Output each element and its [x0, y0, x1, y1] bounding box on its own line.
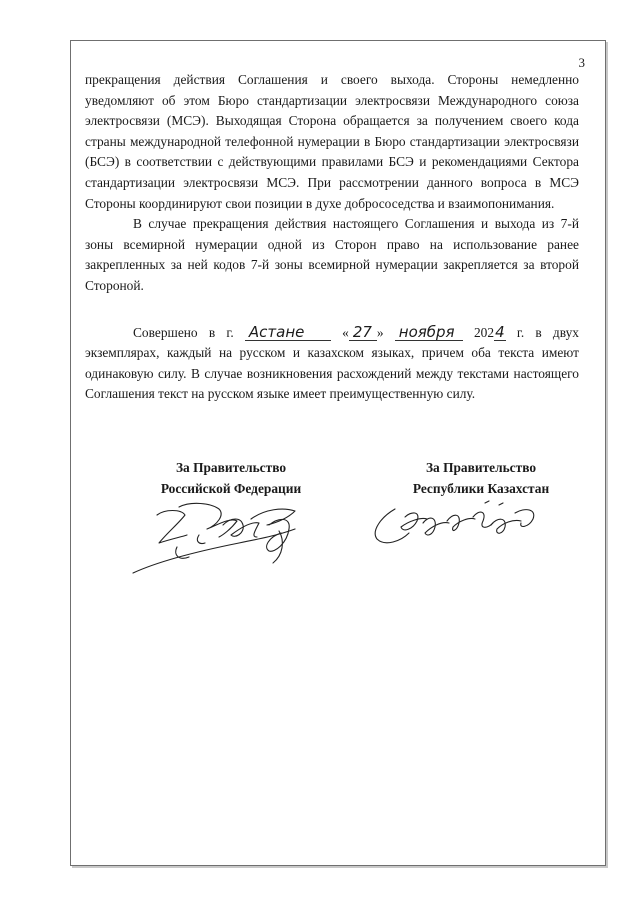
quote-close: » [376, 324, 384, 340]
paragraph-withdrawal-notice: прекращения действия Соглашения и своего выхода. Стороны немедленно уведомляют об этом Бюро стандартизации электросвязи Международного союза электросвязи (МСЭ). Выходящая Сторона обращается за получением своего кода страны международной телефонной нумерации в Бюро стандартизации электросвязи (БСЭ) в соответствии с действующими правилами БСЭ и рекомендациями Сектора стандартизации электросвязи МСЭ. При рассмотрении данного вопроса в МСЭ Стороны координируют свои позиции в духе добрососедства и взаимопонимания. [85, 72, 579, 211]
year-prefix: 202 [473, 324, 495, 340]
signatory-russia [111, 457, 351, 499]
signatory-russia-line1: За Правительство [175, 460, 287, 475]
done-suffix: г. в двух [516, 324, 579, 340]
signatory-russia-line2: Российской Федерации [160, 481, 302, 496]
document-body [85, 70, 579, 405]
paragraph-code-transfer: В случае прекращения действия настоящего Соглашения и выхода из 7-й зоны всемирной нумерации одной из Сторон право на использование ранее закрепленных за ней кодов 7-й зоны всемирной нумерации закрепляется за второй Стороной. [85, 216, 579, 293]
quote-open: « [342, 324, 349, 340]
document-page [70, 40, 606, 866]
handwritten-month: ноября [395, 324, 463, 341]
done-prefix: Совершено в г. [133, 324, 234, 340]
signature-russia-icon [119, 495, 319, 585]
signatory-kazakhstan-line1: За Правительство [425, 460, 537, 475]
page-number: 3 [578, 55, 585, 70]
handwritten-year-digit: 4 [495, 322, 505, 341]
signatory-kazakhstan-line2: Республики Казахстан [412, 481, 550, 496]
paragraph-authentic-texts: экземплярах, каждый на русском и казахском языках, причем оба текста имеют одинаковую силу. В случае возникновения расхождений между текстами настоящего Соглашения текст на русском языке имеет преимущественную силу. [85, 345, 579, 402]
handwritten-city: Астане [245, 324, 331, 341]
signatory-kazakhstan [361, 457, 601, 499]
handwritten-day: 27 [349, 324, 377, 341]
signature-kazakhstan-icon [365, 495, 565, 565]
paragraph-done-at [85, 323, 579, 405]
